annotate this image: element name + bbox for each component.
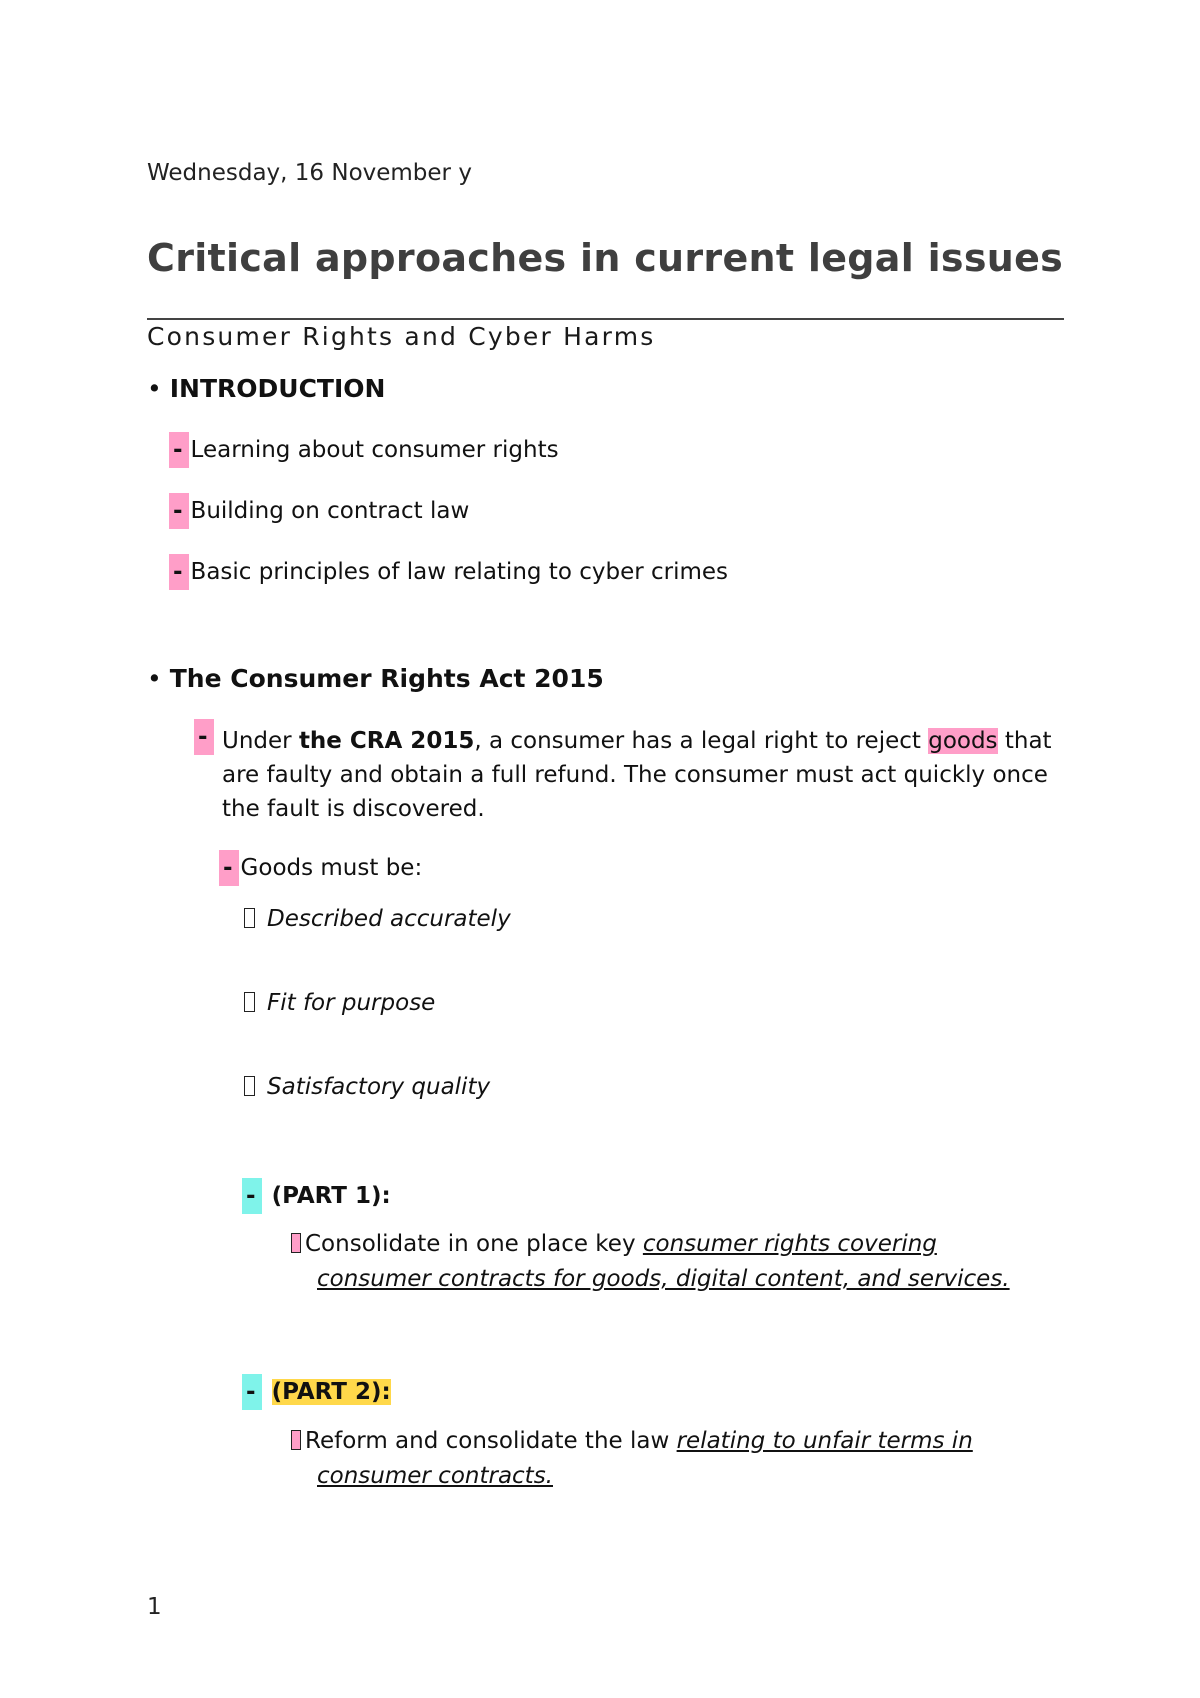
missing-glyph-icon <box>244 908 255 928</box>
missing-glyph-icon <box>244 1076 255 1096</box>
intro-item-label: Basic principles of law relating to cyber crimes <box>190 559 729 585</box>
part2-underlined-text: consumer contracts. <box>317 1463 553 1489</box>
cra-dash-marker-wrap <box>194 719 216 755</box>
part2-row <box>242 1374 391 1410</box>
intro-heading-label: INTRODUCTION <box>169 374 386 403</box>
goods-list-item <box>244 1074 490 1100</box>
goods-heading-row <box>219 850 422 886</box>
goods-list-item <box>244 990 435 1016</box>
part1-text-line2 <box>317 1266 1010 1292</box>
cra-para-text: Under <box>222 728 299 754</box>
dash-marker: - <box>169 432 189 468</box>
intro-list-item <box>169 432 559 468</box>
dash-marker: - <box>169 554 189 590</box>
cra-para-highlight: goods <box>928 728 998 754</box>
goods-item-label: Fit for purpose <box>267 990 436 1016</box>
title-divider <box>147 318 1064 320</box>
bullet-icon: • <box>147 664 162 693</box>
part2-text: Reform and consolidate the law <box>305 1428 677 1454</box>
part2-text-line1 <box>291 1428 973 1454</box>
part1-text-line1 <box>291 1231 937 1257</box>
cra-para-text: that are faulty and obtain a full refund. The consumer must act quickly once the fault is discovered. <box>222 728 1052 822</box>
dash-marker: - <box>242 1374 262 1410</box>
cra-heading-label: The Consumer Rights Act 2015 <box>169 664 604 693</box>
page-number: 1 <box>147 1594 162 1620</box>
dash-marker: - <box>169 493 189 529</box>
bullet-icon: • <box>147 374 162 403</box>
part2-label: (PART 2): <box>271 1379 391 1405</box>
document-subtitle: Consumer Rights and Cyber Harms <box>147 322 656 351</box>
part1-text: Consolidate in one place key <box>305 1231 643 1257</box>
intro-list-item <box>169 554 728 590</box>
missing-glyph-icon <box>244 992 255 1012</box>
document-title: Critical approaches in current legal issues <box>147 236 1064 280</box>
dash-marker: - <box>194 719 214 755</box>
dash-marker: - <box>242 1178 262 1214</box>
intro-item-label: Building on contract law <box>190 498 470 524</box>
cra-para-text: , a consumer has a legal right to reject <box>474 728 929 754</box>
part2-text-line2 <box>317 1463 553 1489</box>
goods-item-label: Satisfactory quality <box>267 1074 491 1100</box>
part1-row <box>242 1178 391 1214</box>
missing-glyph-icon <box>291 1430 301 1450</box>
intro-list-item <box>169 493 469 529</box>
goods-item-label: Described accurately <box>267 906 511 932</box>
cra-para-bold: the CRA 2015 <box>298 728 475 754</box>
cra-paragraph <box>222 724 1072 826</box>
goods-list-item <box>244 906 511 932</box>
cra-heading <box>147 664 604 693</box>
part2-underlined-text: relating to unfair terms in <box>676 1428 973 1454</box>
dash-marker: - <box>219 850 239 886</box>
part1-label: (PART 1): <box>271 1183 391 1209</box>
goods-heading: Goods must be: <box>240 855 423 881</box>
part1-underlined-text: consumer contracts for goods, digital content, and services. <box>317 1266 1010 1292</box>
intro-item-label: Learning about consumer rights <box>190 437 559 463</box>
missing-glyph-icon <box>291 1233 301 1253</box>
intro-heading <box>147 374 385 403</box>
part1-underlined-text: consumer rights covering <box>642 1231 937 1257</box>
document-date: Wednesday, 16 November y <box>147 160 472 186</box>
